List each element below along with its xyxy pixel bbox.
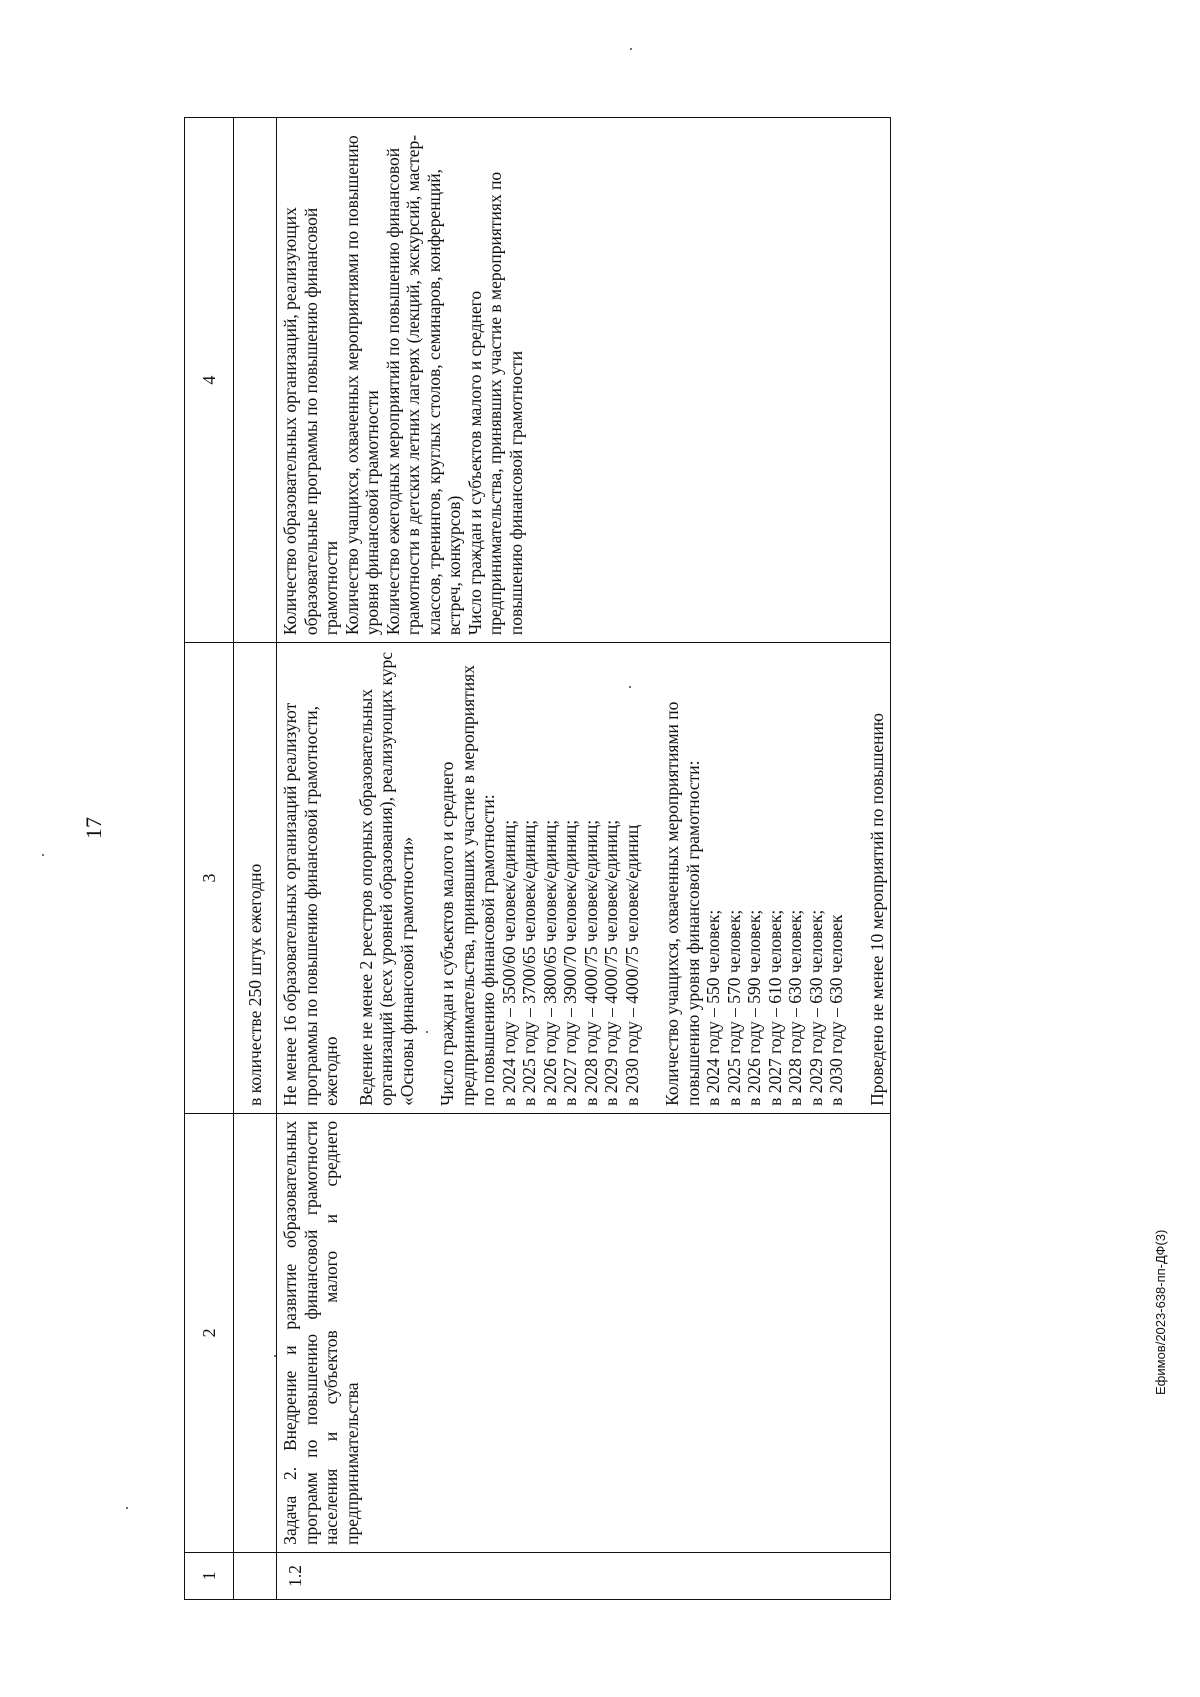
continuation-text-value: в количестве 250 штук ежегодно: [244, 863, 265, 1106]
table-row-continuation: [234, 118, 277, 1600]
list-item: в 2029 году – 4000/75 человек/единиц;: [601, 819, 621, 1106]
column-header: 1: [185, 1552, 234, 1599]
list-item: в 2030 году – 630 человек: [826, 914, 846, 1106]
result-text: Проведено не менее 10 мероприятий по повышению: [866, 713, 887, 1106]
document-code: Ефимов/2023-638-пп-ДФ(3): [1153, 1229, 1168, 1395]
continuation-text: [234, 643, 277, 1114]
list-item: в 2024 году – 3500/60 человек/единиц;: [498, 819, 519, 1106]
rotated-table-container: [184, 117, 1144, 1600]
list-item: в 2029 году – 630 человек;: [805, 909, 826, 1106]
list-item: в 2030 году – 4000/75 человек/единиц: [621, 824, 642, 1106]
table-cell: [234, 1552, 277, 1599]
result-text: Число граждан и субъектов малого и среднего предпринимательства, принявших участие в мероприятиях по повышению финансовой грамотности:: [437, 665, 498, 1106]
list-item: в 2026 году – 3800/65 человек/единиц;: [539, 819, 560, 1106]
scan-speck: [630, 48, 632, 50]
result-text: Ведение не менее 2 реестров опорных образовательных организаций (всех уровней образования), реализующих курс «Основы финансовой грамотности»: [355, 652, 417, 1106]
scan-speck: [42, 854, 44, 856]
row-number: 1.2: [277, 1552, 891, 1599]
column-header: 4: [185, 118, 234, 643]
table-row: [277, 118, 891, 1600]
results-cell: [277, 643, 891, 1114]
table-cell: [234, 1113, 277, 1552]
list-item: в 2025 году – 3700/65 человек/единиц;: [519, 819, 539, 1106]
scan-speck: [126, 1507, 128, 1509]
list-item: в 2025 году – 570 человек;: [723, 909, 744, 1106]
indicator-text: Число граждан и субъектов малого и среднего предпринимательства, принявших участие в мероприятиях по повышению финансовой грамотности: [464, 171, 526, 636]
list-item: в 2026 году – 590 человек;: [744, 909, 764, 1106]
page-number: 17: [81, 817, 106, 839]
indicators-cell: [277, 118, 891, 643]
list-item: в 2024 году – 550 человек;: [703, 909, 723, 1106]
table-header-row: [185, 118, 234, 1600]
table-cell: [234, 118, 277, 643]
program-table: [184, 117, 891, 1600]
task-cell: Задача 2. Внедрение и развитие образовательных программ по повышению финансовой грамотности населения и субъектов малого и среднего предпринимательства: [277, 1113, 891, 1552]
column-header: 3: [185, 643, 234, 1114]
result-text: Количество учащихся, охваченных мероприятиями по повышению уровня финансовой грамотности:: [662, 701, 703, 1106]
column-header: 2: [185, 1113, 234, 1552]
list-item: в 2028 году – 4000/75 человек/единиц;: [580, 819, 601, 1106]
result-text: Не менее 16 образовательных организаций реализуют программы по повышению финансовой грамотности, ежегодно: [280, 702, 341, 1106]
list-item: в 2027 году – 610 человек;: [764, 909, 785, 1106]
list-item: в 2028 году – 630 человек;: [785, 909, 805, 1106]
list-item: в 2027 году – 3900/70 человек/единиц;: [560, 819, 580, 1106]
indicator-text: Количество ежегодных мероприятий по повышению финансовой грамотности в детских летних лагерях (лекций, экскурсий, мастер-классов, тренингов, круглых столов, семинаров, конференций, встреч, конкурсов): [382, 134, 464, 636]
indicator-text: Количество учащихся, охваченных мероприятиями по повышению уровня финансовой грамотности: [341, 135, 382, 636]
indicator-text: Количество образовательных организаций, реализующих образовательные программы по повышению финансовой грамотности: [280, 207, 341, 636]
